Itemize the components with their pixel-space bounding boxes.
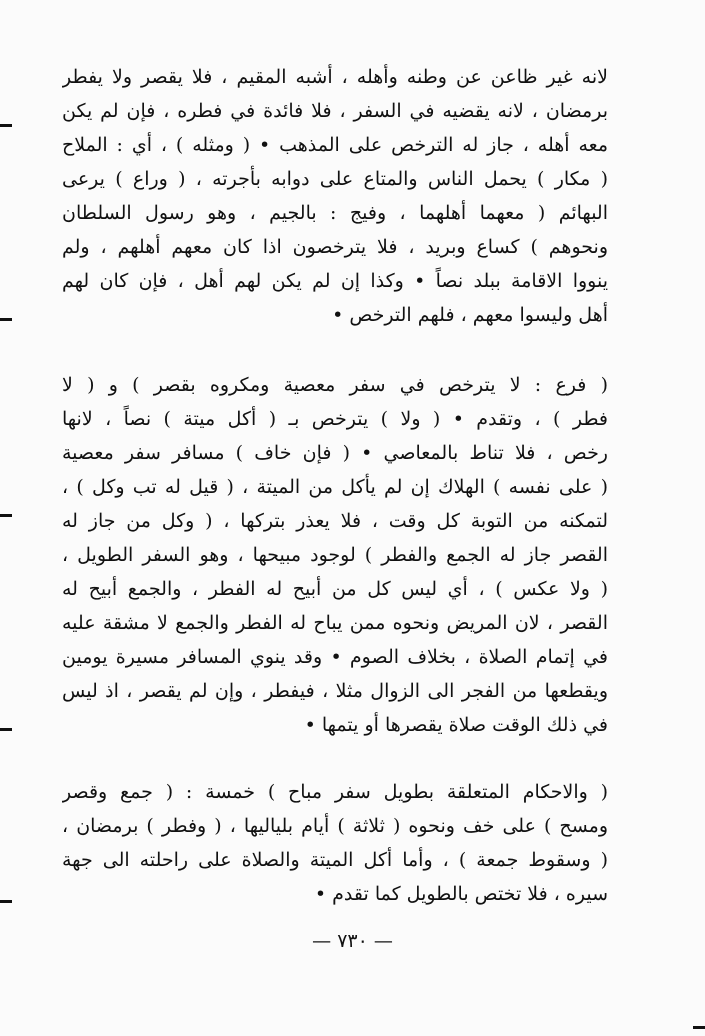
page-number: — ٧٣٠ — (312, 930, 393, 952)
text-line: ( مكار ) يحمل الناس والمتاع على دوابه بأجرته ، ( وراع ) يرعى (62, 168, 608, 190)
text-line: في ذلك الوقت صلاة يقصرها أو يتمها • (304, 714, 608, 736)
text-line: القصر جاز له الجمع والفطر ) لوجود مبيحها ، وهو السفر الطويل ، (62, 544, 608, 566)
text-line: سيره ، فلا تختص بالطويل كما تقدم • (314, 883, 608, 905)
text-line: رخص ، فلا تناط بالمعاصي • ( فإن خاف ) مسافر سفر معصية (62, 442, 608, 464)
text-line: معه أهله ، جاز له الترخص على المذهب • ( ومثله ) ، أي : الملاح (62, 134, 608, 156)
text-line: ونحوهم ) كساع وبريد ، فلا يترخصون اذا كان معهم أهلهم ، ولم (62, 236, 608, 258)
text-line: في إتمام الصلاة ، بخلاف الصوم • وقد ينوي المسافر مسيرة يومين (62, 646, 608, 668)
text-line: برمضان ، لانه يقضيه في السفر ، فلا فائدة في فطره ، فإن لم يكن (62, 100, 608, 122)
text-line: ( فرع : لا يترخص في سفر معصية ومكروه بقصر ) و ( لا (62, 374, 608, 396)
text-line: لانه غير ظاعن عن وطنه وأهله ، أشبه المقيم ، فلا يقصر ولا يفطر (62, 66, 608, 88)
text-line: ويقطعها من الفجر الى الزوال مثلا ، فيفطر ، وإن لم يقصر ، اذ ليس (62, 680, 608, 702)
paragraph-2 (62, 368, 608, 742)
margin-mark (0, 124, 12, 127)
text-line: ينووا الاقامة ببلد نصاً • وكذا إن لم يكن لهم أهل ، فإن كان لهم (62, 270, 608, 292)
text-line: البهائم ( معهما أهلهما ، وفيج : بالجيم ، وهو رسول السلطان (62, 202, 608, 224)
text-line: ( على نفسه ) الهلاك إن لم يأكل من الميتة ، ( قيل له تب وكل ) ، (62, 476, 608, 498)
text-line: القصر ، لان المريض ونحوه ممن يباح له الفطر والجمع لا مشقة عليه (62, 612, 608, 634)
text-line: فطر ) ، وتقدم • ( ولا ) يترخص بـ ( أكل ميتة ) نصاً ، لانها (62, 408, 608, 430)
margin-mark (0, 900, 12, 903)
text-line: أهل وليسوا معهم ، فلهم الترخص • (332, 304, 608, 326)
margin-mark (0, 514, 12, 517)
margin-mark (693, 1026, 705, 1029)
margin-mark (0, 728, 12, 731)
text-line: ومسح ) على خف ونحوه ( ثلاثة ) أيام بلياليها ، ( وفطر ) برمضان ، (62, 815, 608, 837)
text-line: ( ولا عكس ) ، أي ليس كل من أبيح له الفطر ، والجمع أبيح له (62, 578, 608, 600)
margin-mark (0, 318, 12, 321)
text-line: لتمكنه من التوبة كل وقت ، فلا يعذر بتركها ، ( وكل من جاز له (62, 510, 608, 532)
paragraph-1 (62, 60, 608, 332)
text-line: ( وسقوط جمعة ) ، وأما أكل الميتة والصلاة على راحلته الى جهة (62, 849, 608, 871)
paragraph-3 (62, 775, 608, 911)
text-line: ( والاحكام المتعلقة بطويل سفر مباح ) خمسة : ( جمع وقصر (62, 781, 608, 803)
